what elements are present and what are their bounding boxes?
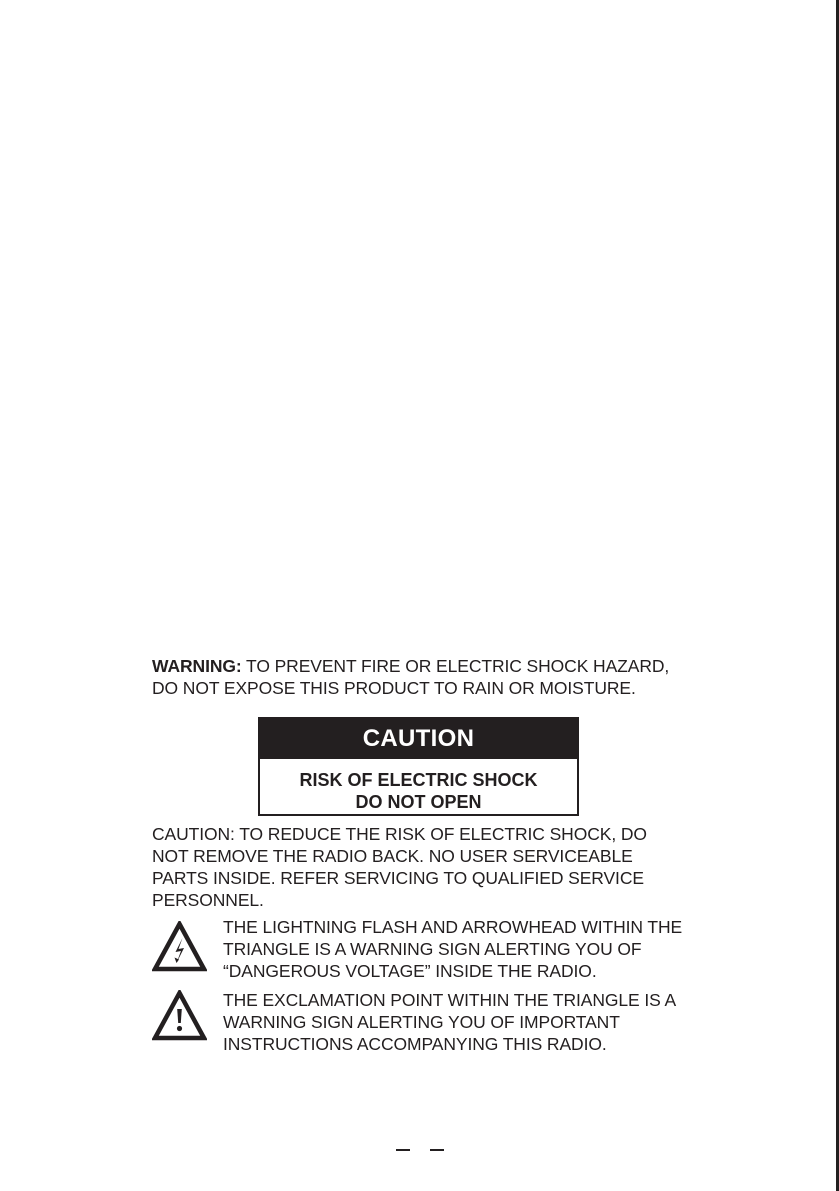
caution-line-do-not-open: DO NOT OPEN: [355, 792, 482, 812]
page-number-dash-left: [396, 1149, 410, 1151]
warning-text-line2: DO NOT EXPOSE THIS PRODUCT TO RAIN OR MOISTURE.: [152, 678, 636, 698]
caution-title: CAUTION: [260, 719, 577, 759]
caution-body: [260, 759, 577, 813]
caution-line-risk: RISK OF ELECTRIC SHOCK: [299, 770, 538, 790]
exclamation-description: THE EXCLAMATION POINT WITHIN THE TRIANGLE IS A WARNING SIGN ALERTING YOU OF IMPORTANT INSTRUCTIONS ACCOMPANYING THIS RADIO.: [223, 990, 677, 1054]
warning-label: WARNING:: [152, 656, 242, 676]
exclamation-triangle-icon: [152, 990, 207, 1042]
warning-statement: [152, 655, 672, 699]
caution-paragraph: CAUTION: TO REDUCE THE RISK OF ELECTRIC SHOCK, DO NOT REMOVE THE RADIO BACK. NO USER SERVICEABLE PARTS INSIDE. REFER SERVICING TO QUALIFIED SERVICE PERSONNEL.: [152, 824, 647, 910]
page-number-dash-right: [430, 1149, 444, 1151]
warning-text-line1: TO PREVENT FIRE OR ELECTRIC SHOCK HAZARD,: [241, 656, 670, 676]
lightning-description: THE LIGHTNING FLASH AND ARROWHEAD WITHIN THE TRIANGLE IS A WARNING SIGN ALERTING YOU OF “DANGEROUS VOLTAGE” INSIDE THE RADIO.: [223, 917, 683, 981]
caution-label-box: [258, 717, 579, 816]
lightning-triangle-icon: [152, 921, 207, 973]
